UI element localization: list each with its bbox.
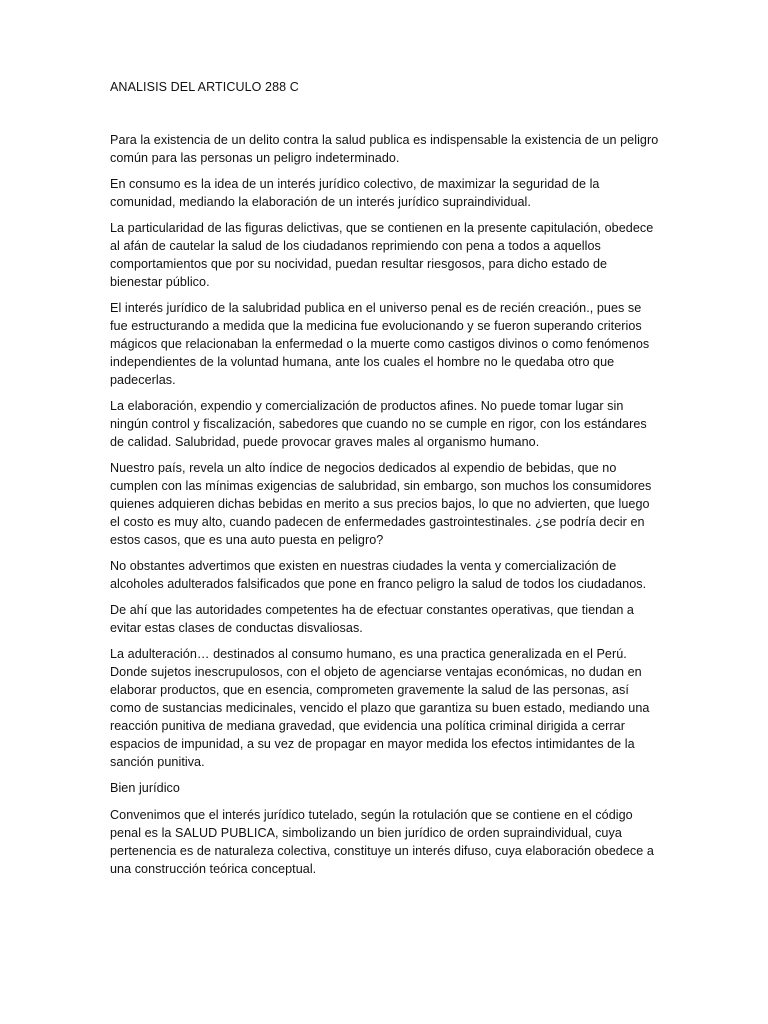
paragraph-9: La adulteración… destinados al consumo humano, es una practica generalizada en el Perú. Donde sujetos inescrupulosos, con el objeto de agenciarse ventajas económicas, no dudan en elaborar productos, que en esencia, comprometen gravemente la salud de las personas, así como de sustancias medicinales, vencido el plazo que garantiza su buen estado, mediando una reacción punitiva de mediana gravedad, que evidencia una política criminal dirigida a cerrar espacios de impunidad, a su vez de propagar en mayor medida los efectos intimidantes de la sanción punitiva. (110, 647, 650, 769)
paragraph-2: En consumo es la idea de un interés jurídico colectivo, de maximizar la seguridad de la comunidad, mediando la elaboración de un interés jurídico supraindividual. (110, 177, 600, 209)
paragraph-8: De ahí que las autoridades competentes ha de efectuar constantes operativas, que tiendan a evitar estas clases de conductas disvaliosas. (110, 603, 634, 635)
paragraph-10: Convenimos que el interés jurídico tutelado, según la rotulación que se contiene en el código penal es la SALUD PUBLICA, simbolizando un bien jurídico de orden supraindividual, cuya pertenencia es de naturaleza colectiva, constituye un interés difuso, cuya elaboración obedece a una construcción teórica conceptual. (110, 808, 654, 876)
document-title: ANALISIS DEL ARTICULO 288 C (110, 80, 299, 94)
section-heading-bien-juridico: Bien jurídico (110, 781, 180, 795)
document-page (110, 78, 660, 886)
paragraph-3: La particularidad de las figuras delictivas, que se contienen en la presente capitulación, obedece al afán de cautelar la salud de los ciudadanos reprimiendo con pena a todos a aquellos comportamientos que por su nocividad, puedan resultar riesgosos, para dicho estado de bienestar público. (110, 221, 654, 289)
paragraph-4: El interés jurídico de la salubridad publica en el universo penal es de recién creación., pues se fue estructurando a medida que la medicina fue evolucionando y se fueron superando criterios mágicos que relacionaban la enfermedad o la muerte como castigos divinos o como fenómenos independientes de la voluntad humana, ante los cuales el hombre no le quedaba otro que padecerlas. (110, 301, 650, 387)
paragraph-1: Para la existencia de un delito contra la salud publica es indispensable la existencia de un peligro común para las personas un peligro indeterminado. (110, 133, 659, 165)
paragraph-5: La elaboración, expendio y comercialización de productos afines. No puede tomar lugar sin ningún control y fiscalización, sabedores que cuando no se cumple en rigor, con los estándares de calidad. Salubridad, puede provocar graves males al organismo humano. (110, 399, 647, 449)
paragraph-6: Nuestro país, revela un alto índice de negocios dedicados al expendio de bebidas, que no cumplen con las mínimas exigencias de salubridad, sin embargo, son muchos los consumidores quienes adquieren dichas bebidas en merito a sus precios bajos, lo que no advierten, que luego el costo es muy alto, cuando padecen de enfermedades gastrointestinales. ¿se podría decir en estos casos, que es una auto puesta en peligro? (110, 461, 652, 547)
paragraph-7: No obstantes advertimos que existen en nuestras ciudades la venta y comercialización de alcoholes adulterados falsificados que pone en franco peligro la salud de todos los ciudadanos. (110, 559, 647, 591)
